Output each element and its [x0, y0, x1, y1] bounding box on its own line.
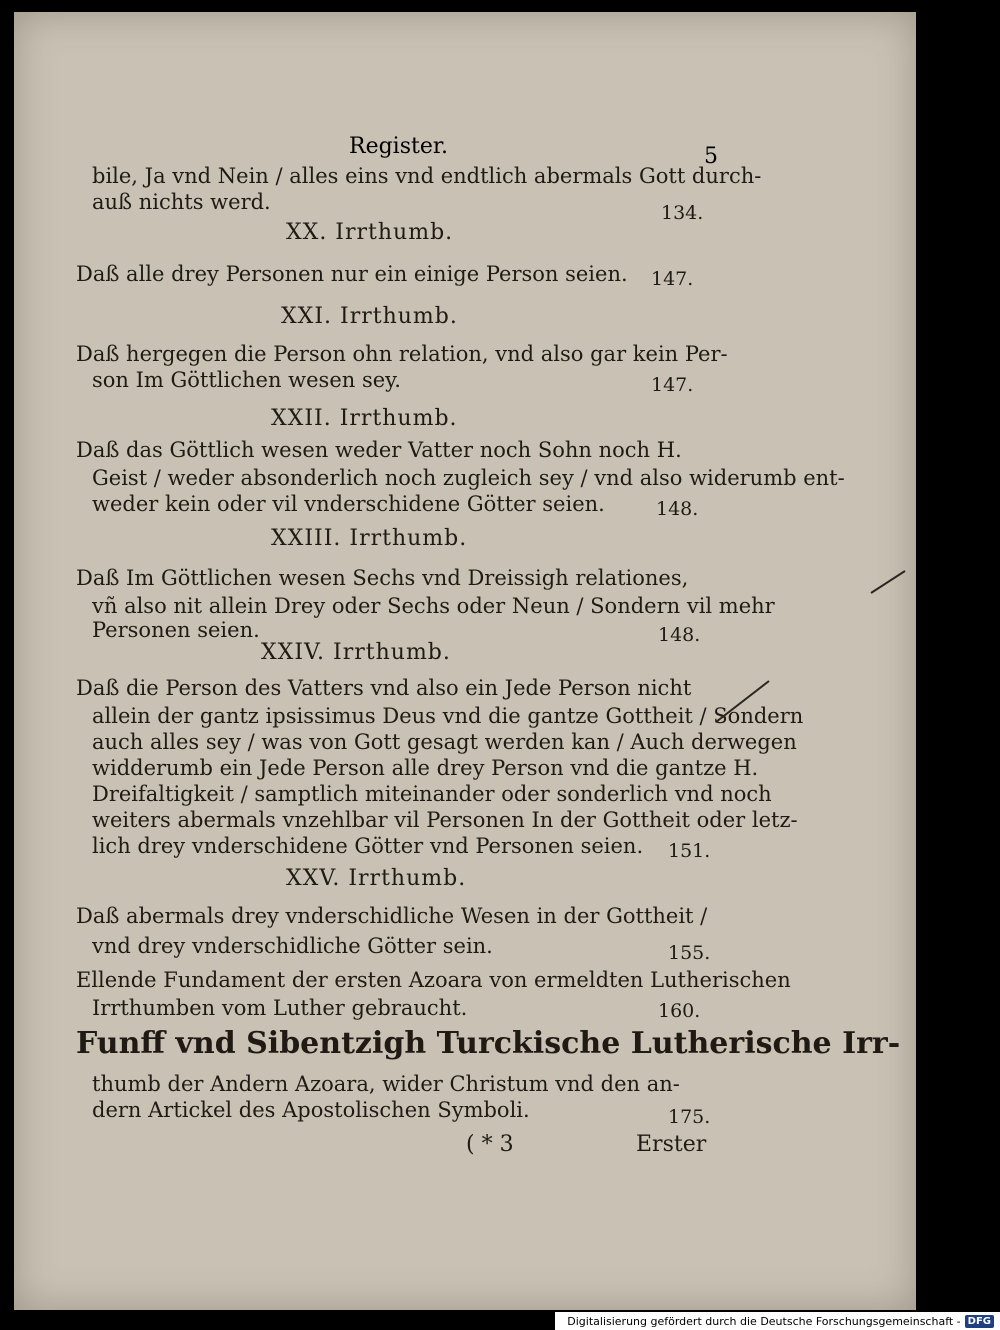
entry-line: Ellende Fundament der ersten Azoara von ermeldten Lutherischen	[76, 968, 791, 992]
entry-line: auch alles sey / was von Gott gesagt werden kan / Auch derwegen	[92, 730, 797, 754]
entry-line: weiters abermals vnzehlbar vil Personen In der Gottheit oder letz-	[92, 808, 798, 832]
page-ref: 151.	[668, 840, 711, 862]
page-ref: 148.	[656, 498, 699, 520]
section-heading: XXIII. Irrthumb.	[271, 526, 468, 551]
section-heading: XXII. Irrthumb.	[271, 406, 458, 431]
entry-line: dern Artickel des Apostolischen Symboli.	[92, 1098, 530, 1122]
running-head: Register.	[349, 134, 448, 159]
entry-line: Irrthumben vom Luther gebraucht.	[92, 996, 468, 1020]
page-ref: 155.	[668, 942, 711, 964]
signature-mark: ( * 3	[466, 1132, 514, 1157]
entry-line: weder kein oder vil vnderschidene Götter seien.	[92, 492, 605, 516]
section-heading: XXI. Irrthumb.	[281, 304, 458, 329]
page-ref: 147.	[651, 268, 694, 290]
document-page	[14, 12, 916, 1310]
entry-line: Geist / weder absonderlich noch zugleich sey / vnd also widerumb ent-	[92, 466, 845, 490]
entry-line: Daß Im Göttlichen wesen Sechs vnd Dreissigh relationes,	[76, 566, 689, 590]
entry-line: bile, Ja vnd Nein / alles eins vnd endtlich abermals Gott durch-	[92, 164, 762, 188]
footer-text: Digitalisierung gefördert durch die Deutsche Forschungsgemeinschaft -	[567, 1314, 961, 1328]
footer-bar	[555, 1312, 1000, 1330]
major-entry-heading: Funff vnd Sibentzigh Turckische Lutherische Irr-	[76, 1026, 901, 1061]
entry-line: vnd drey vnderschidliche Götter sein.	[92, 934, 493, 958]
entry-line: son Im Göttlichen wesen sey.	[92, 368, 401, 392]
page-ref: 134.	[661, 202, 704, 224]
entry-line: Daß hergegen die Person ohn relation, vnd also gar kein Per-	[76, 342, 728, 366]
page-ref: 175.	[668, 1106, 711, 1128]
dfg-logo: DFG	[965, 1315, 994, 1328]
entry-line: Daß das Göttlich wesen weder Vatter noch Sohn noch H.	[76, 438, 682, 462]
entry-line: allein der gantz ipsissimus Deus vnd die gantze Gottheit / Sondern	[92, 704, 804, 728]
entry-line: lich drey vnderschidene Götter vnd Personen seien.	[92, 834, 644, 858]
catchword: Erster	[636, 1132, 707, 1157]
entry-line: thumb der Andern Azoara, wider Christum vnd den an-	[92, 1072, 680, 1096]
entry-line: Daß die Person des Vatters vnd also ein Jede Person nicht	[76, 676, 692, 700]
page-number: 5	[704, 144, 718, 169]
section-heading: XX. Irrthumb.	[286, 220, 454, 245]
entry-line: widderumb ein Jede Person alle drey Person vnd die gantze H.	[92, 756, 759, 780]
entry-line: vñ also nit allein Drey oder Sechs oder Neun / Sondern vil mehr	[92, 594, 775, 618]
page-ref: 148.	[658, 624, 701, 646]
page-ref: 147.	[651, 374, 694, 396]
section-heading: XXIV. Irrthumb.	[261, 640, 451, 665]
entry-line: Daß alle drey Personen nur ein einige Person seien.	[76, 262, 628, 286]
entry-line: Daß abermals drey vnderschidliche Wesen in der Gottheit /	[76, 904, 708, 928]
page-ref: 160.	[658, 1000, 701, 1022]
margin-mark-icon	[714, 677, 774, 727]
entry-line: Dreifaltigkeit / samptlich miteinander oder sonderlich vnd noch	[92, 782, 772, 806]
section-heading: XXV. Irrthumb.	[286, 866, 467, 891]
entry-line: auß nichts werd.	[92, 190, 271, 214]
entry-line: Personen seien.	[92, 618, 260, 642]
margin-mark-icon	[869, 567, 909, 597]
